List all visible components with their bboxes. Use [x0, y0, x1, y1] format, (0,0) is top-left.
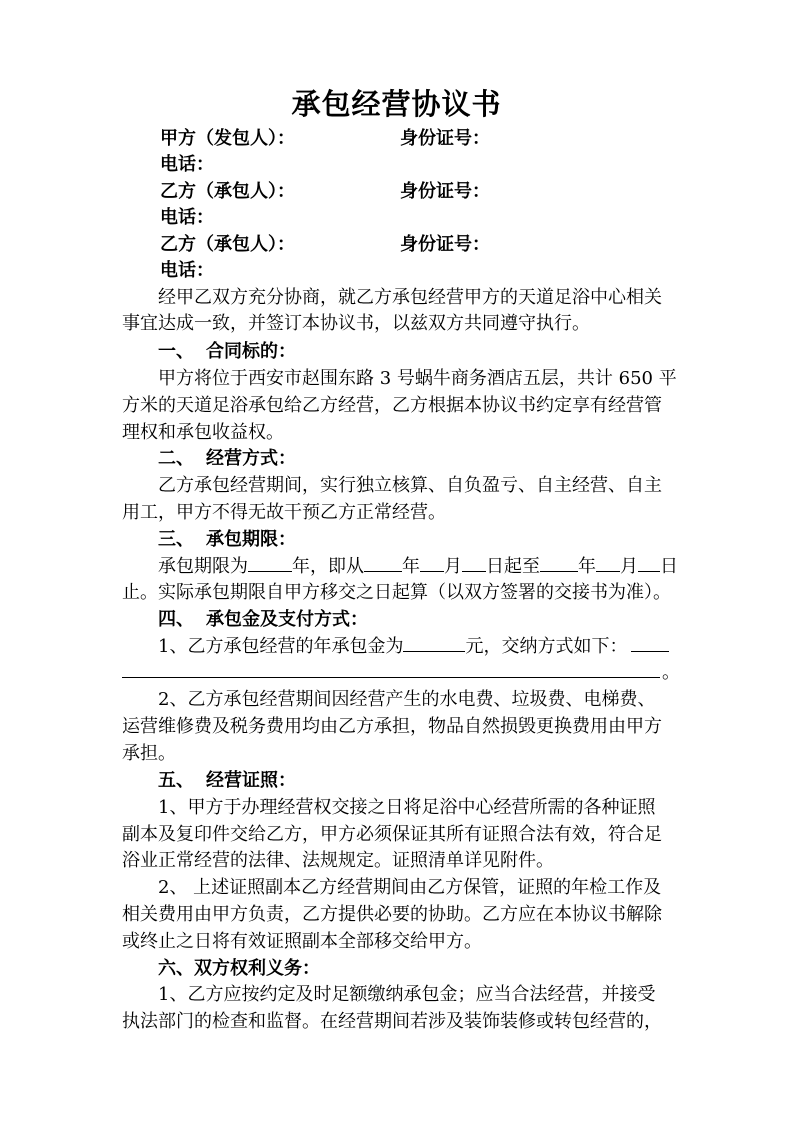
- section-5-line: 1、甲方于办理经营权交接之日将足浴中心经营所需的各种证照: [158, 797, 656, 818]
- section-5-line: 副本及复印件交给乙方，甲方必须保证其所有证照合法有效，符合足: [122, 824, 662, 845]
- start-day-blank[interactable]: [462, 553, 486, 572]
- party-b2-id-label: 身份证号：: [400, 234, 490, 255]
- intro-line: 事宜达成一致，并签订本协议书，以兹双方共同遵守执行。: [122, 313, 590, 334]
- term-text: 年: [578, 556, 596, 577]
- section-3-number: 三、: [158, 529, 194, 550]
- section-4-line: 2、乙方承包经营期间因经营产生的水电费、垃圾费、电梯费、: [158, 689, 656, 710]
- section-5-line: 浴业正常经营的法律、法规规定。证照清单详见附件。: [122, 850, 554, 871]
- section-4-line: 运营维修费及税务费用均由乙方承担，物品自然损毁更换费用由甲方: [122, 716, 662, 737]
- intro-line: 经甲乙双方充分协商，就乙方承包经营甲方的天道足浴中心相关: [158, 287, 662, 308]
- term-text: 年，即从: [292, 556, 364, 577]
- term-text: 日起至: [486, 556, 540, 577]
- section-6-heading: 六、双方权利义务：: [158, 958, 320, 979]
- term-years-blank[interactable]: [248, 553, 292, 572]
- section-4-heading: 承包金及支付方式：: [206, 609, 368, 630]
- section-5-heading: 经营证照：: [206, 770, 296, 791]
- end-month-blank[interactable]: [596, 553, 620, 572]
- section-1-line: 方米的天道足浴承包给乙方经营，乙方根据本协议书约定享有经营管: [122, 395, 662, 416]
- section-2-heading: 经营方式：: [206, 448, 296, 469]
- section-3-heading: 承包期限：: [206, 529, 296, 550]
- annual-fee-blank[interactable]: [403, 633, 465, 652]
- section-2-line: 乙方承包经营期间，实行独立核算、自负盈亏、自主经营、自主: [158, 475, 662, 496]
- party-a-id-label: 身份证号：: [400, 128, 490, 149]
- fee-text: 1、乙方承包经营的年承包金为: [158, 636, 404, 657]
- section-4-number: 四、: [158, 609, 194, 630]
- fee-line: [158, 633, 669, 660]
- section-5-line: 或终止之日将有效证照副本全部移交给甲方。: [122, 931, 482, 952]
- section-5-line: 2、 上述证照副本乙方经营期间由乙方保管，证照的年检工作及: [158, 877, 662, 898]
- party-b1-phone-label: 电话：: [160, 207, 214, 228]
- start-month-blank[interactable]: [420, 553, 444, 572]
- section-2-number: 二、: [158, 448, 194, 469]
- section-5-line: 相关费用由甲方负责，乙方提供必要的协助。乙方应在本协议书解除: [122, 904, 662, 925]
- document-title: 承包经营协议书: [291, 87, 502, 121]
- fee-line-end: 。: [662, 662, 680, 683]
- start-year-blank[interactable]: [364, 553, 402, 572]
- payment-method-line[interactable]: [122, 677, 660, 678]
- fee-text: 元，交纳方式如下：: [465, 636, 628, 657]
- term-text: 月: [444, 556, 462, 577]
- end-year-blank[interactable]: [540, 553, 578, 572]
- term-text: 月: [620, 556, 638, 577]
- section-1-line: 理权和承包收益权。: [122, 422, 284, 443]
- term-text: 承包期限为: [158, 556, 248, 577]
- section-6-line: 1、乙方应按约定及时足额缴纳承包金；应当合法经营，并接受: [158, 984, 656, 1005]
- term-text: 年: [402, 556, 420, 577]
- section-1-heading: 合同标的：: [206, 341, 296, 362]
- term-text: 日: [660, 556, 678, 577]
- party-b1-id-label: 身份证号：: [400, 181, 490, 202]
- party-b2-phone-label: 电话：: [160, 260, 214, 281]
- section-1-line: 甲方将位于西安市赵围东路 3 号蜗牛商务酒店五层，共计 650 平: [158, 368, 677, 389]
- payment-method-blank[interactable]: [631, 633, 669, 652]
- end-day-blank[interactable]: [638, 553, 660, 572]
- section-1-number: 一、: [158, 341, 194, 362]
- party-a-label: 甲方（发包人）：: [160, 128, 295, 149]
- section-3-line: 止。实际承包期限自甲方移交之日起算（以双方签署的交接书为准）。: [122, 582, 671, 603]
- section-5-number: 五、: [158, 770, 194, 791]
- section-4-line: 承担。: [122, 743, 176, 764]
- section-6-line: 执法部门的检查和监督。在经营期间若涉及装饰装修或转包经营的，: [122, 1011, 662, 1032]
- term-line: [158, 553, 678, 580]
- party-a-phone-label: 电话：: [160, 154, 214, 175]
- section-2-line: 用工，甲方不得无故干预乙方正常经营。: [122, 502, 446, 523]
- party-b2-label: 乙方（承包人）：: [160, 234, 295, 255]
- party-b1-label: 乙方（承包人）：: [160, 181, 295, 202]
